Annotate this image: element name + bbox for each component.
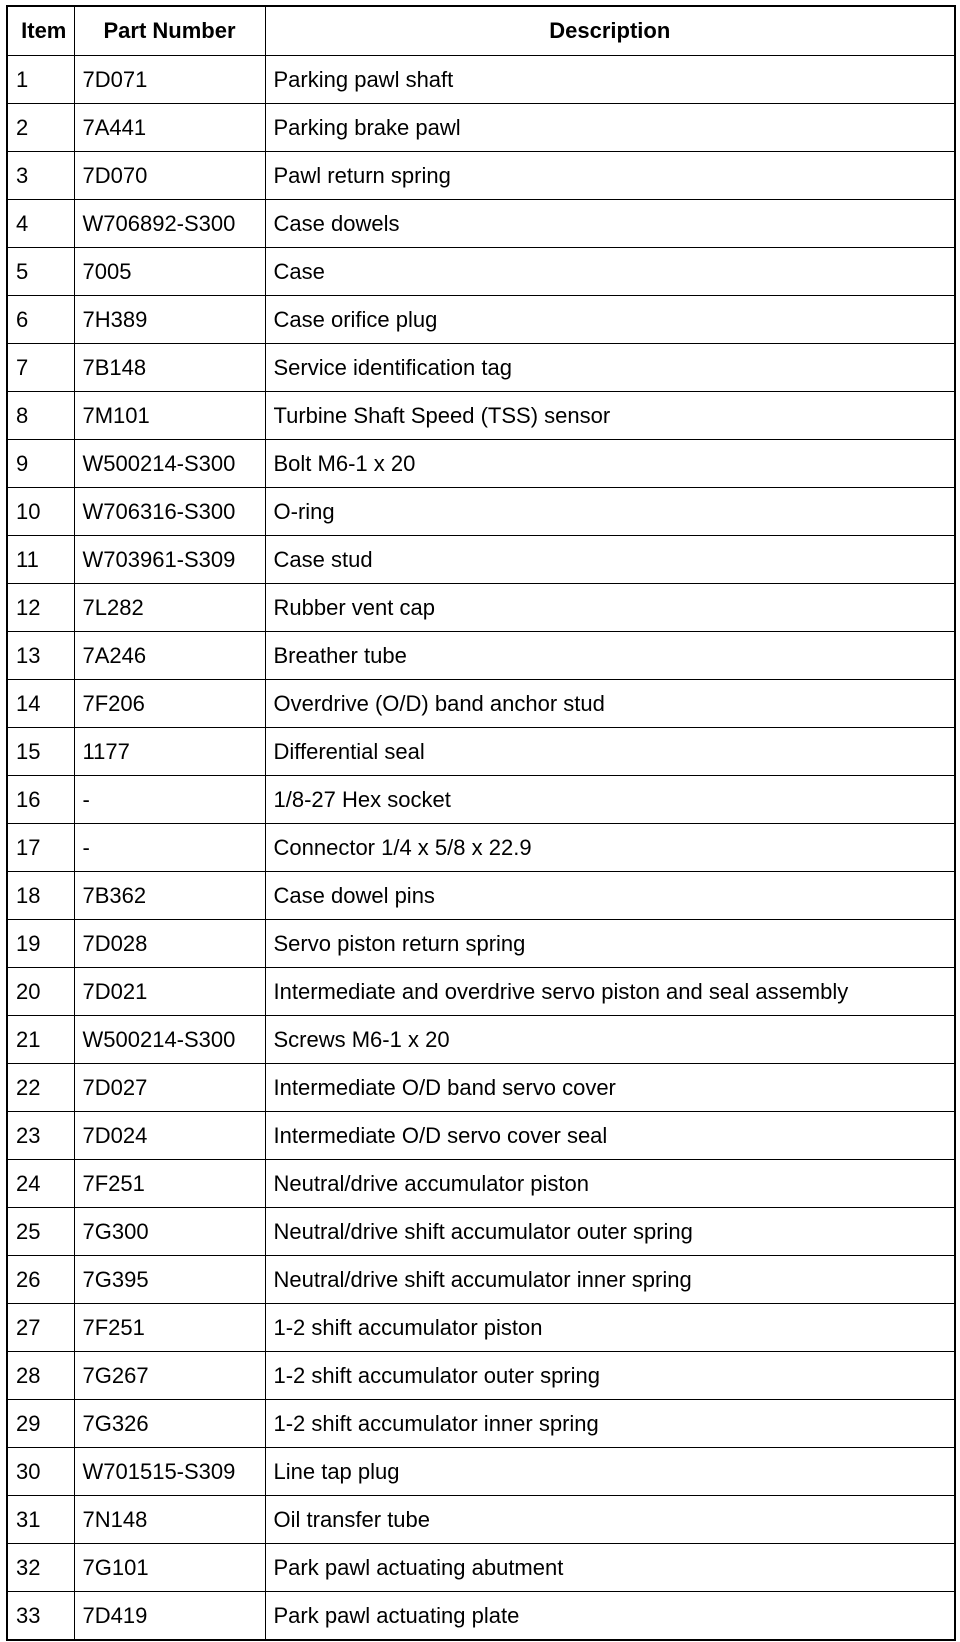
cell-item: 30 [7,1448,74,1496]
cell-item: 25 [7,1208,74,1256]
cell-description: 1-2 shift accumulator piston [265,1304,955,1352]
cell-item: 13 [7,632,74,680]
cell-part-number: W703961-S309 [74,536,265,584]
cell-description: Rubber vent cap [265,584,955,632]
table-row [7,152,955,200]
cell-description: Case [265,248,955,296]
table-row [7,680,955,728]
table-row [7,1256,955,1304]
table-row [7,1544,955,1592]
cell-item: 27 [7,1304,74,1352]
table-row [7,920,955,968]
table-row [7,248,955,296]
table-row [7,632,955,680]
cell-item: 10 [7,488,74,536]
cell-part-number: W500214-S300 [74,440,265,488]
cell-part-number: W706892-S300 [74,200,265,248]
table-row [7,1352,955,1400]
cell-item: 6 [7,296,74,344]
table-header [7,6,955,56]
cell-description: Breather tube [265,632,955,680]
cell-part-number: 7D419 [74,1592,265,1641]
cell-item: 32 [7,1544,74,1592]
cell-description: Case dowels [265,200,955,248]
cell-description: Case dowel pins [265,872,955,920]
table-row [7,824,955,872]
cell-description: 1-2 shift accumulator inner spring [265,1400,955,1448]
table-row [7,56,955,104]
cell-item: 7 [7,344,74,392]
cell-description: Bolt M6-1 x 20 [265,440,955,488]
cell-description: 1-2 shift accumulator outer spring [265,1352,955,1400]
cell-description: Intermediate O/D band servo cover [265,1064,955,1112]
cell-item: 33 [7,1592,74,1641]
table-row [7,1016,955,1064]
cell-description: Oil transfer tube [265,1496,955,1544]
cell-part-number: 7A246 [74,632,265,680]
cell-description: Overdrive (O/D) band anchor stud [265,680,955,728]
cell-part-number: 7L282 [74,584,265,632]
cell-item: 1 [7,56,74,104]
cell-item: 19 [7,920,74,968]
cell-item: 14 [7,680,74,728]
cell-description: Servo piston return spring [265,920,955,968]
cell-part-number: W706316-S300 [74,488,265,536]
cell-part-number: 7A441 [74,104,265,152]
header-description: Description [265,6,955,56]
cell-description: Differential seal [265,728,955,776]
table-row [7,1400,955,1448]
cell-description: 1/8-27 Hex socket [265,776,955,824]
parts-table [6,5,956,1641]
table-row [7,1592,955,1641]
cell-description: Case stud [265,536,955,584]
cell-part-number: 7D024 [74,1112,265,1160]
cell-part-number: 7G267 [74,1352,265,1400]
table-row [7,104,955,152]
cell-item: 28 [7,1352,74,1400]
cell-description: Turbine Shaft Speed (TSS) sensor [265,392,955,440]
cell-part-number: 7F251 [74,1160,265,1208]
cell-description: Parking pawl shaft [265,56,955,104]
table-row [7,728,955,776]
cell-item: 5 [7,248,74,296]
cell-description: Case orifice plug [265,296,955,344]
cell-part-number: 7F251 [74,1304,265,1352]
cell-part-number: 7D027 [74,1064,265,1112]
header-row [7,6,955,56]
cell-item: 23 [7,1112,74,1160]
cell-item: 20 [7,968,74,1016]
cell-part-number: 7D028 [74,920,265,968]
table-row [7,392,955,440]
cell-part-number: 7N148 [74,1496,265,1544]
table-row [7,488,955,536]
cell-item: 18 [7,872,74,920]
cell-description: Neutral/drive accumulator piston [265,1160,955,1208]
table-row [7,968,955,1016]
cell-part-number: 7G300 [74,1208,265,1256]
cell-item: 21 [7,1016,74,1064]
table-row [7,1208,955,1256]
cell-description: Parking brake pawl [265,104,955,152]
cell-part-number: 7M101 [74,392,265,440]
table-row [7,872,955,920]
cell-description: O-ring [265,488,955,536]
cell-item: 9 [7,440,74,488]
cell-description: Intermediate O/D servo cover seal [265,1112,955,1160]
cell-description: Intermediate and overdrive servo piston and seal assembly [265,968,955,1016]
cell-item: 17 [7,824,74,872]
cell-description: Connector 1/4 x 5/8 x 22.9 [265,824,955,872]
cell-item: 8 [7,392,74,440]
cell-part-number: 7005 [74,248,265,296]
cell-item: 2 [7,104,74,152]
cell-part-number: 7D071 [74,56,265,104]
table-row [7,1448,955,1496]
cell-item: 29 [7,1400,74,1448]
cell-part-number: 7G395 [74,1256,265,1304]
cell-item: 15 [7,728,74,776]
table-row [7,1112,955,1160]
table-row [7,584,955,632]
cell-part-number: W500214-S300 [74,1016,265,1064]
cell-item: 16 [7,776,74,824]
cell-part-number: - [74,824,265,872]
cell-description: Line tap plug [265,1448,955,1496]
cell-description: Neutral/drive shift accumulator inner spring [265,1256,955,1304]
cell-description: Park pawl actuating plate [265,1592,955,1641]
table-row [7,1496,955,1544]
cell-item: 22 [7,1064,74,1112]
table-row [7,440,955,488]
table-row [7,536,955,584]
cell-part-number: 7B148 [74,344,265,392]
cell-part-number: - [74,776,265,824]
cell-part-number: 7B362 [74,872,265,920]
table-row [7,1160,955,1208]
header-item: Item [7,6,74,56]
cell-item: 11 [7,536,74,584]
table-row [7,344,955,392]
table-row [7,200,955,248]
cell-part-number: 1177 [74,728,265,776]
cell-part-number: 7D021 [74,968,265,1016]
table-body [7,56,955,1641]
cell-part-number: 7G101 [74,1544,265,1592]
table-row [7,1304,955,1352]
cell-description: Service identification tag [265,344,955,392]
cell-item: 12 [7,584,74,632]
cell-item: 24 [7,1160,74,1208]
table-row [7,296,955,344]
table-row [7,1064,955,1112]
cell-item: 3 [7,152,74,200]
cell-part-number: 7F206 [74,680,265,728]
cell-part-number: 7H389 [74,296,265,344]
cell-part-number: 7D070 [74,152,265,200]
cell-item: 4 [7,200,74,248]
header-part-number: Part Number [74,6,265,56]
cell-part-number: W701515-S309 [74,1448,265,1496]
cell-item: 31 [7,1496,74,1544]
cell-description: Pawl return spring [265,152,955,200]
cell-item: 26 [7,1256,74,1304]
cell-description: Neutral/drive shift accumulator outer spring [265,1208,955,1256]
cell-description: Screws M6-1 x 20 [265,1016,955,1064]
table-row [7,776,955,824]
cell-description: Park pawl actuating abutment [265,1544,955,1592]
cell-part-number: 7G326 [74,1400,265,1448]
